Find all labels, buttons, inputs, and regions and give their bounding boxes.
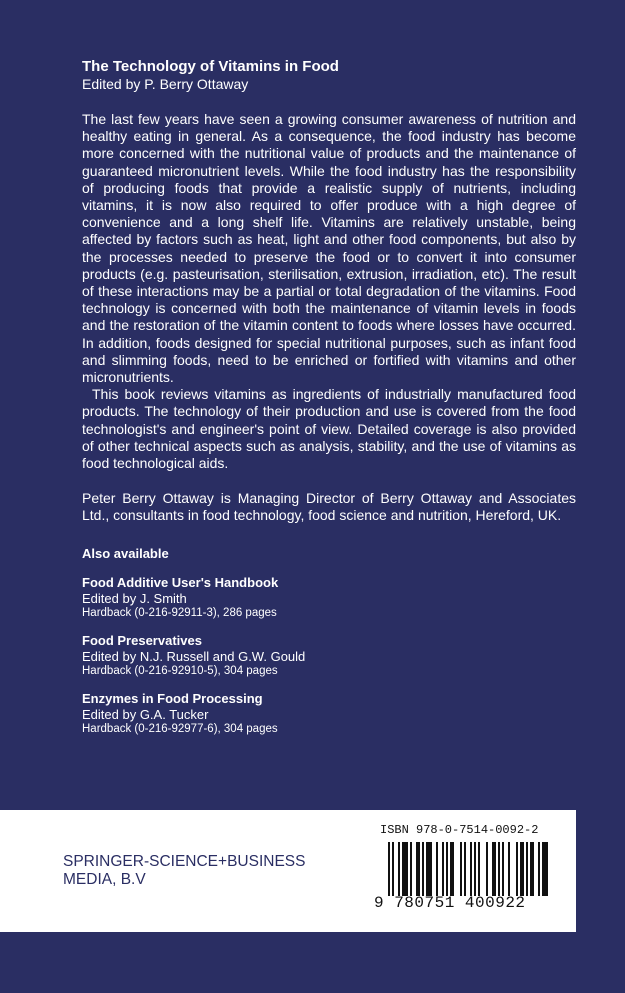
back-cover-content [82, 58, 576, 749]
barcode-bar [450, 842, 454, 896]
barcode-number: 9 780751 400922 [374, 894, 526, 912]
barcode-bar [470, 842, 472, 896]
barcode-bar [520, 842, 524, 896]
related-book-title: Enzymes in Food Processing [82, 690, 263, 706]
barcode-bar [502, 842, 504, 896]
barcode-bar [426, 842, 432, 896]
barcode-icon [388, 842, 548, 896]
related-book-title: Food Additive User's Handbook [82, 574, 279, 590]
barcode-bar [446, 842, 448, 896]
related-book-editor: Edited by N.J. Russell and G.W. Gould [82, 648, 306, 664]
also-available-heading: Also available [82, 545, 169, 561]
publisher-name [63, 853, 305, 889]
barcode-bar [542, 842, 548, 896]
related-book-editor: Edited by J. Smith [82, 590, 187, 606]
barcode-bar [478, 842, 480, 896]
barcode-bar [410, 842, 412, 896]
barcode-bar [464, 842, 466, 896]
barcode-bar [538, 842, 540, 896]
description-paragraph-2: This book reviews vitamins as ingredients of industrially manufactured food products. The technology of their production and use is covered from the food technologist's and engineer's point of view. Detailed coverage is also provided of other technical aspects such as analysis, stability, and the use of vitamins as food technological aids. [82, 386, 576, 472]
barcode-bar [388, 842, 390, 896]
barcode-bar [516, 842, 518, 896]
related-book-title: Food Preservatives [82, 632, 202, 648]
barcode-bar [498, 842, 500, 896]
related-book-info: Hardback (0-216-92910-5), 304 pages [82, 664, 278, 677]
related-book-info: Hardback (0-216-92977-6), 304 pages [82, 722, 278, 735]
publisher-line-2: MEDIA, B.V [63, 871, 146, 888]
related-book [82, 575, 576, 621]
description-paragraph-1: The last few years have seen a growing consumer awareness of nutrition and healthy eating in general. As a consequence, the food industry has become more concerned with the nutritional value of products and the maintenance of guaranteed micronutrient levels. While the food industry has the responsibility of producing foods that provide a realistic supply of nutrients, including vitamins, it is now also required to offer produce with a high degree of convenience and a long shelf life. Vitamins are relatively unstable, being affected by factors such as heat, light and other food components, but also by the processes needed to preserve the food or to convert it into consumer products (e.g. pasteurisation, sterilisation, extrusion, irradiation, etc). The result of these interactions may be a partial or total degradation of the vitamins. Food technology is concerned with both the maintenance of vitamin levels in foods and the restoration of the vitamin content to foods where losses have occurred. In addition, foods designed for special nutritional purposes, such as infant food and slimming foods, need to be enriched or fortified with vitamins and other micronutrients. [82, 111, 576, 386]
barcode-bar [486, 842, 488, 896]
related-book-editor: Edited by G.A. Tucker [82, 706, 209, 722]
barcode-bar [416, 842, 420, 896]
barcode-bar [402, 842, 408, 896]
barcode-bar [442, 842, 444, 896]
isbn-label: ISBN 978-0-7514-0092-2 [380, 823, 539, 837]
barcode-bar [398, 842, 400, 896]
author-bio: Peter Berry Ottaway is Managing Director of Berry Ottaway and Associates Ltd., consultants in food technology, food science and nutrition, Hereford, UK. [82, 490, 576, 524]
related-book [82, 691, 576, 737]
publisher-line-1: SPRINGER-SCIENCE+BUSINESS [63, 853, 306, 870]
barcode-bar [526, 842, 528, 896]
book-title: The Technology of Vitamins in Food [82, 58, 339, 75]
barcode-bar [530, 842, 534, 896]
barcode-bar [460, 842, 462, 896]
barcode-bar [508, 842, 510, 896]
related-book [82, 633, 576, 679]
book-editor: Edited by P. Berry Ottaway [82, 76, 249, 92]
related-book-info: Hardback (0-216-92911-3), 286 pages [82, 606, 277, 619]
publisher-band [0, 810, 576, 932]
barcode-bar [436, 842, 438, 896]
barcode-bar [392, 842, 394, 896]
barcode-bar [474, 842, 476, 896]
barcode-bar [492, 842, 496, 896]
barcode-bar [422, 842, 424, 896]
